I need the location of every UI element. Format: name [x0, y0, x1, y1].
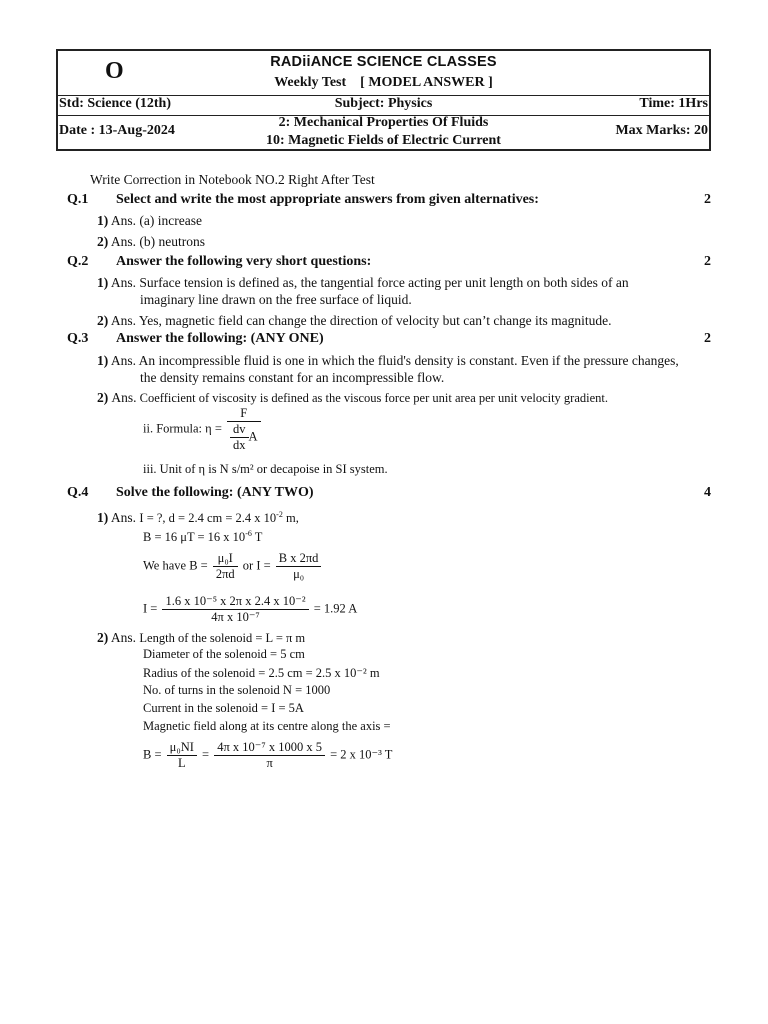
q1-answer-1: 1) Ans. (a) increase — [97, 213, 202, 228]
q4-a1-line2: B = 16 μT = 16 x $10^{-6}$ T — [143, 529, 263, 545]
q1-answer-2: 2) Ans. (b) neutrons — [97, 234, 206, 249]
q3-marks: 2 — [704, 331, 711, 346]
q2-answer-1-cont: imaginary line drawn on the free surface of liquid. — [140, 292, 412, 307]
q4-a2-line3: Radius of the solenoid = 2.5 cm = 2.5 x 10⁻² m — [143, 666, 380, 680]
q2-answer-1: 1) Ans. Surface tension is defined as, the tangential force acting per unit length on both sides of an — [97, 275, 629, 290]
chapter-2: 10: Magnetic Fields of Electric Current — [266, 133, 501, 148]
q1-number: Q.1 — [67, 192, 89, 207]
date-label: Date : 13-Aug-2024 — [59, 123, 175, 138]
q4-a1-calculation: I = $\frac{\text{1.6 x 10⁻⁵ x 2π x 2.4 x 10⁻²}}{\text{4π x 10⁻⁷}}$ = 1.92 A — [143, 594, 358, 624]
institute-logo: O — [105, 58, 124, 84]
q4-title: Solve the following: (ANY TWO) — [116, 485, 314, 500]
viscosity-fraction: F $\frac{dv}{dx}$ A — [227, 406, 261, 453]
q4-a2-line6: Magnetic field along at its centre along the axis = — [143, 719, 391, 733]
q4-number: Q.4 — [67, 485, 89, 500]
q4-a1-formula: We have B = $\frac{\text{μ₀I}}{2\pi d}$ or I = $\frac{\text{B x 2πd}}{\text{μ₀}}$ — [143, 551, 323, 582]
q2-title: Answer the following very short questions: — [116, 254, 372, 269]
q3-answer-1-cont: the density remains constant for an incompressible flow. — [140, 370, 445, 385]
q2-number: Q.2 — [67, 254, 89, 269]
test-title: Weekly Test [ MODEL ANSWER ] — [274, 75, 493, 90]
q2-answer-2: 2) Ans. Yes, magnetic field can change the direction of velocity but can’t change its magnitude. — [97, 313, 612, 328]
q1-title: Select and write the most appropriate answers from given alternatives: — [116, 192, 539, 207]
q4-a2-line2: Diameter of the solenoid = 5 cm — [143, 647, 305, 661]
q3-answer-1: 1) Ans. An incompressible fluid is one in which the fluid's density is constant. Even if the pressure changes, — [97, 353, 679, 368]
q3-number: Q.3 — [67, 331, 89, 346]
max-marks-label: Max Marks: 20 — [615, 123, 708, 138]
q4-a2-line4: No. of turns in the solenoid N = 1000 — [143, 683, 331, 697]
q4-answer-1: 1) Ans. I = ?, d = 2.4 cm = 2.4 x $10^{-2}$ m, — [97, 510, 299, 526]
q3-title: Answer the following: (ANY ONE) — [116, 331, 324, 346]
chapter-1: 2: Mechanical Properties Of Fluids — [278, 115, 489, 130]
q4-marks: 4 — [704, 485, 711, 500]
q4-a2-result: B = $\frac{\text{μ₀NI}}{L}$ = $\frac{\text{4π x 10⁻⁷ x 1000 x 5}}{\pi}$ = 2 x 10⁻³ T — [143, 740, 393, 770]
q4-a2-line5: Current in the solenoid = I = 5A — [143, 701, 304, 715]
time-label: Time: 1Hrs — [639, 96, 708, 111]
viscosity-formula: ii. Formula: η = F $\frac{dv}{dx}$ A — [143, 406, 263, 453]
institute-name: RADiiANCE SCIENCE CLASSES — [270, 54, 497, 70]
subject-label: Subject: Physics — [334, 96, 433, 111]
q4-answer-2: 2) Ans. Length of the solenoid = L = π m — [97, 630, 306, 645]
viscosity-unit: iii. Unit of η is N s/m² or decapoise in SI system. — [143, 462, 388, 476]
header-box — [56, 49, 711, 151]
q1-marks: 2 — [704, 192, 711, 207]
q2-marks: 2 — [704, 254, 711, 269]
q3-answer-2: 2) Ans. Coefficient of viscosity is defined as the viscous force per unit area per unit velocity gradient. — [97, 390, 609, 405]
standard-label: Std: Science (12th) — [59, 96, 171, 111]
correction-note: Write Correction in Notebook NO.2 Right After Test — [90, 172, 375, 187]
